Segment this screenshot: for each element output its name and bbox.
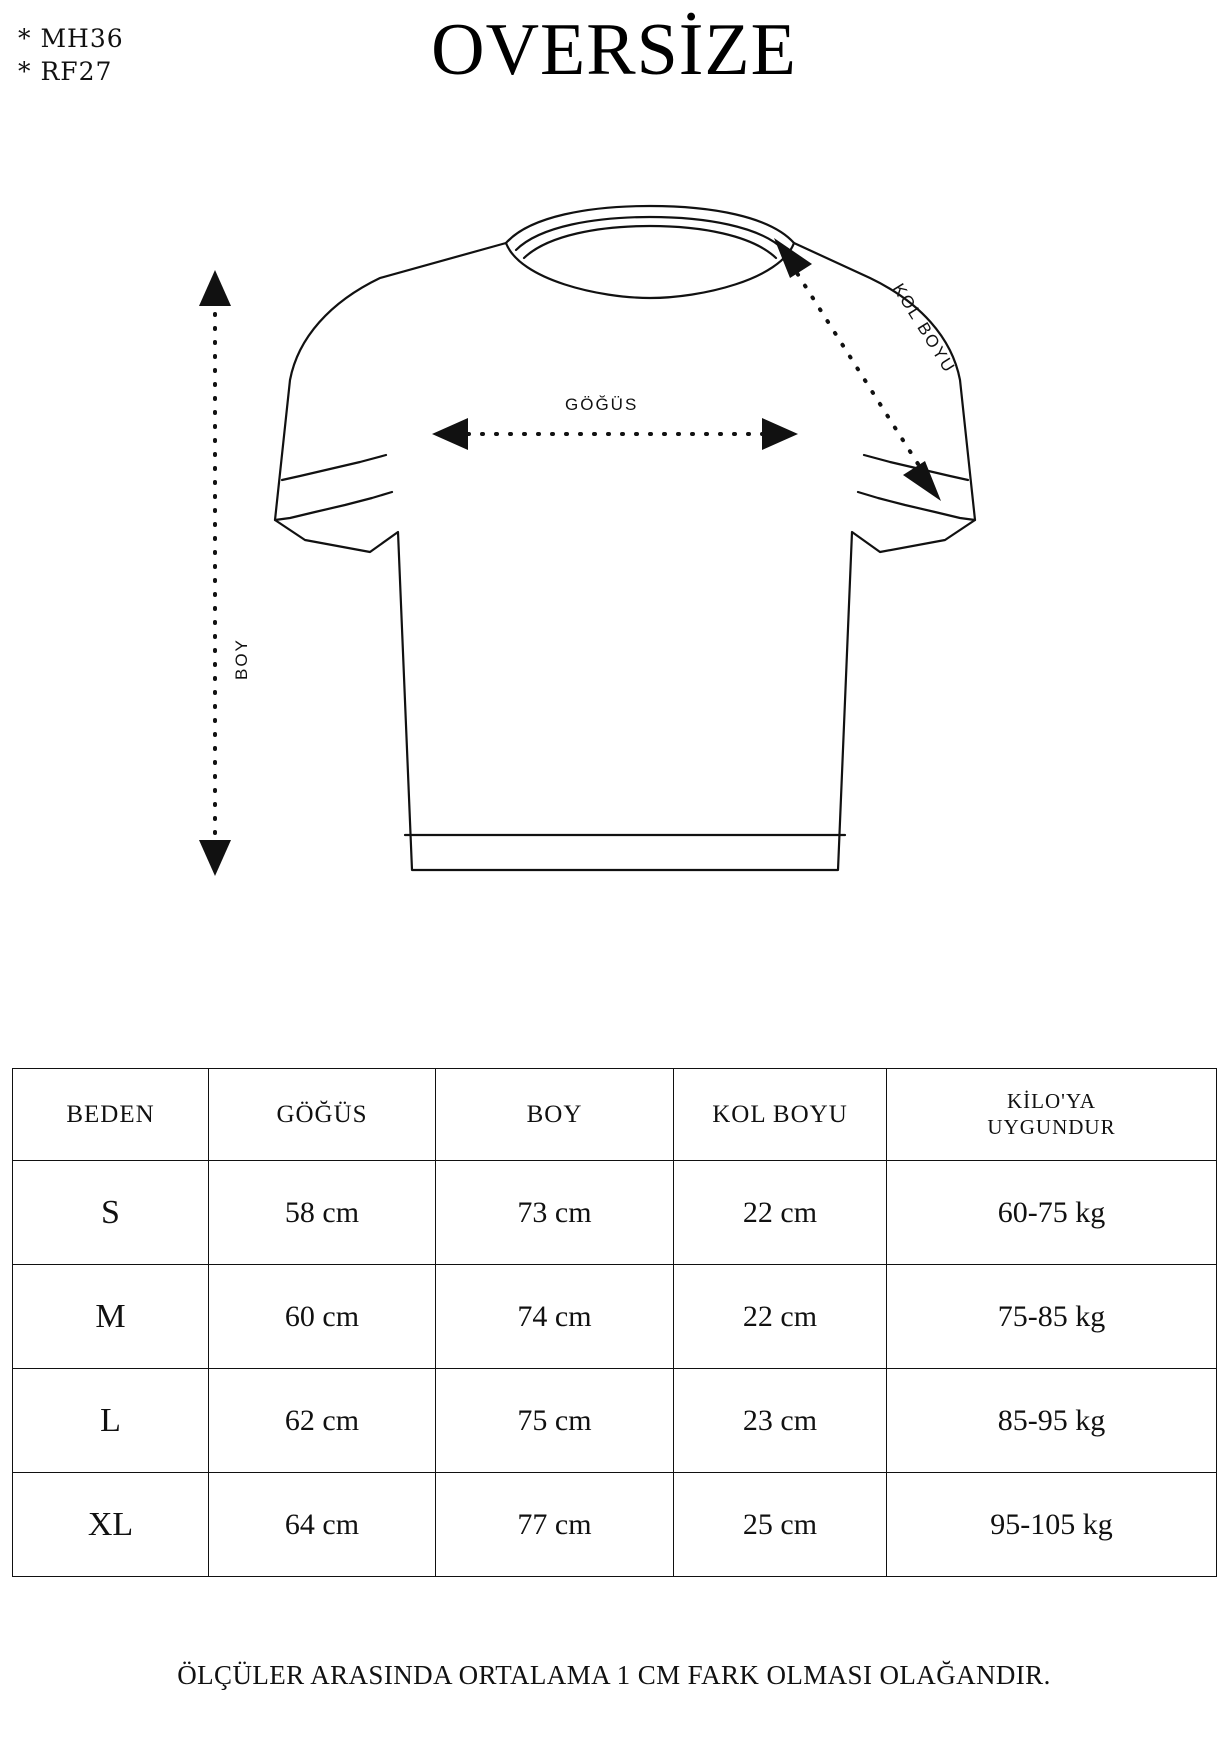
cell-gogus: 62 cm: [209, 1369, 436, 1473]
footnote: ÖLÇÜLER ARASINDA ORTALAMA 1 CM FARK OLMASI OLAĞANDIR.: [177, 1660, 1051, 1690]
cell-boy: 73 cm: [436, 1161, 674, 1265]
page-title: OVERSİZE: [431, 9, 797, 91]
size-table-container: [12, 1068, 1216, 1577]
cell-boy: 77 cm: [436, 1473, 674, 1577]
product-code-1: * MH36: [18, 24, 124, 53]
tshirt-diagram: [0, 180, 1228, 970]
sleeve-measure-arrow: [774, 238, 941, 501]
cell-kol-boyu: 25 cm: [674, 1473, 887, 1577]
column-header-beden: BEDEN: [13, 1069, 209, 1161]
cell-beden: XL: [13, 1473, 209, 1577]
column-header-kilo-line2: UYGUNDUR: [987, 1114, 1116, 1139]
product-code-2: * RF27: [18, 57, 113, 86]
column-header-kol-boyu: KOL BOYU: [674, 1069, 887, 1161]
cell-boy: 75 cm: [436, 1369, 674, 1473]
cell-kilo: 75-85 kg: [887, 1265, 1217, 1369]
column-header-boy: BOY: [436, 1069, 674, 1161]
sleeve-label: KOL BOYU: [888, 280, 960, 377]
cell-kol-boyu: 22 cm: [674, 1265, 887, 1369]
column-header-gogus: GÖĞÜS: [209, 1069, 436, 1161]
table-row: [13, 1473, 1217, 1577]
tshirt-drawing: [0, 180, 1228, 970]
cell-beden: L: [13, 1369, 209, 1473]
length-label: BOY: [232, 638, 251, 680]
table-row: [13, 1369, 1217, 1473]
cell-kol-boyu: 23 cm: [674, 1369, 887, 1473]
size-table: [12, 1068, 1217, 1577]
cell-boy: 74 cm: [436, 1265, 674, 1369]
chest-measure-arrow: [432, 418, 798, 450]
cell-kilo: 60-75 kg: [887, 1161, 1217, 1265]
table-row: [13, 1161, 1217, 1265]
length-measure-arrow: [199, 270, 231, 876]
cell-kilo: 95-105 kg: [887, 1473, 1217, 1577]
table-row: [13, 1265, 1217, 1369]
cell-beden: S: [13, 1161, 209, 1265]
cell-gogus: 64 cm: [209, 1473, 436, 1577]
cell-gogus: 60 cm: [209, 1265, 436, 1369]
cell-kilo: 85-95 kg: [887, 1369, 1217, 1473]
cell-kol-boyu: 22 cm: [674, 1161, 887, 1265]
column-header-kilo-line1: KİLO'YA: [1007, 1088, 1096, 1113]
column-header-kilo: [887, 1069, 1217, 1161]
table-header-row: [13, 1069, 1217, 1161]
cell-gogus: 58 cm: [209, 1161, 436, 1265]
chest-label: GÖĞÜS: [565, 395, 639, 414]
cell-beden: M: [13, 1265, 209, 1369]
